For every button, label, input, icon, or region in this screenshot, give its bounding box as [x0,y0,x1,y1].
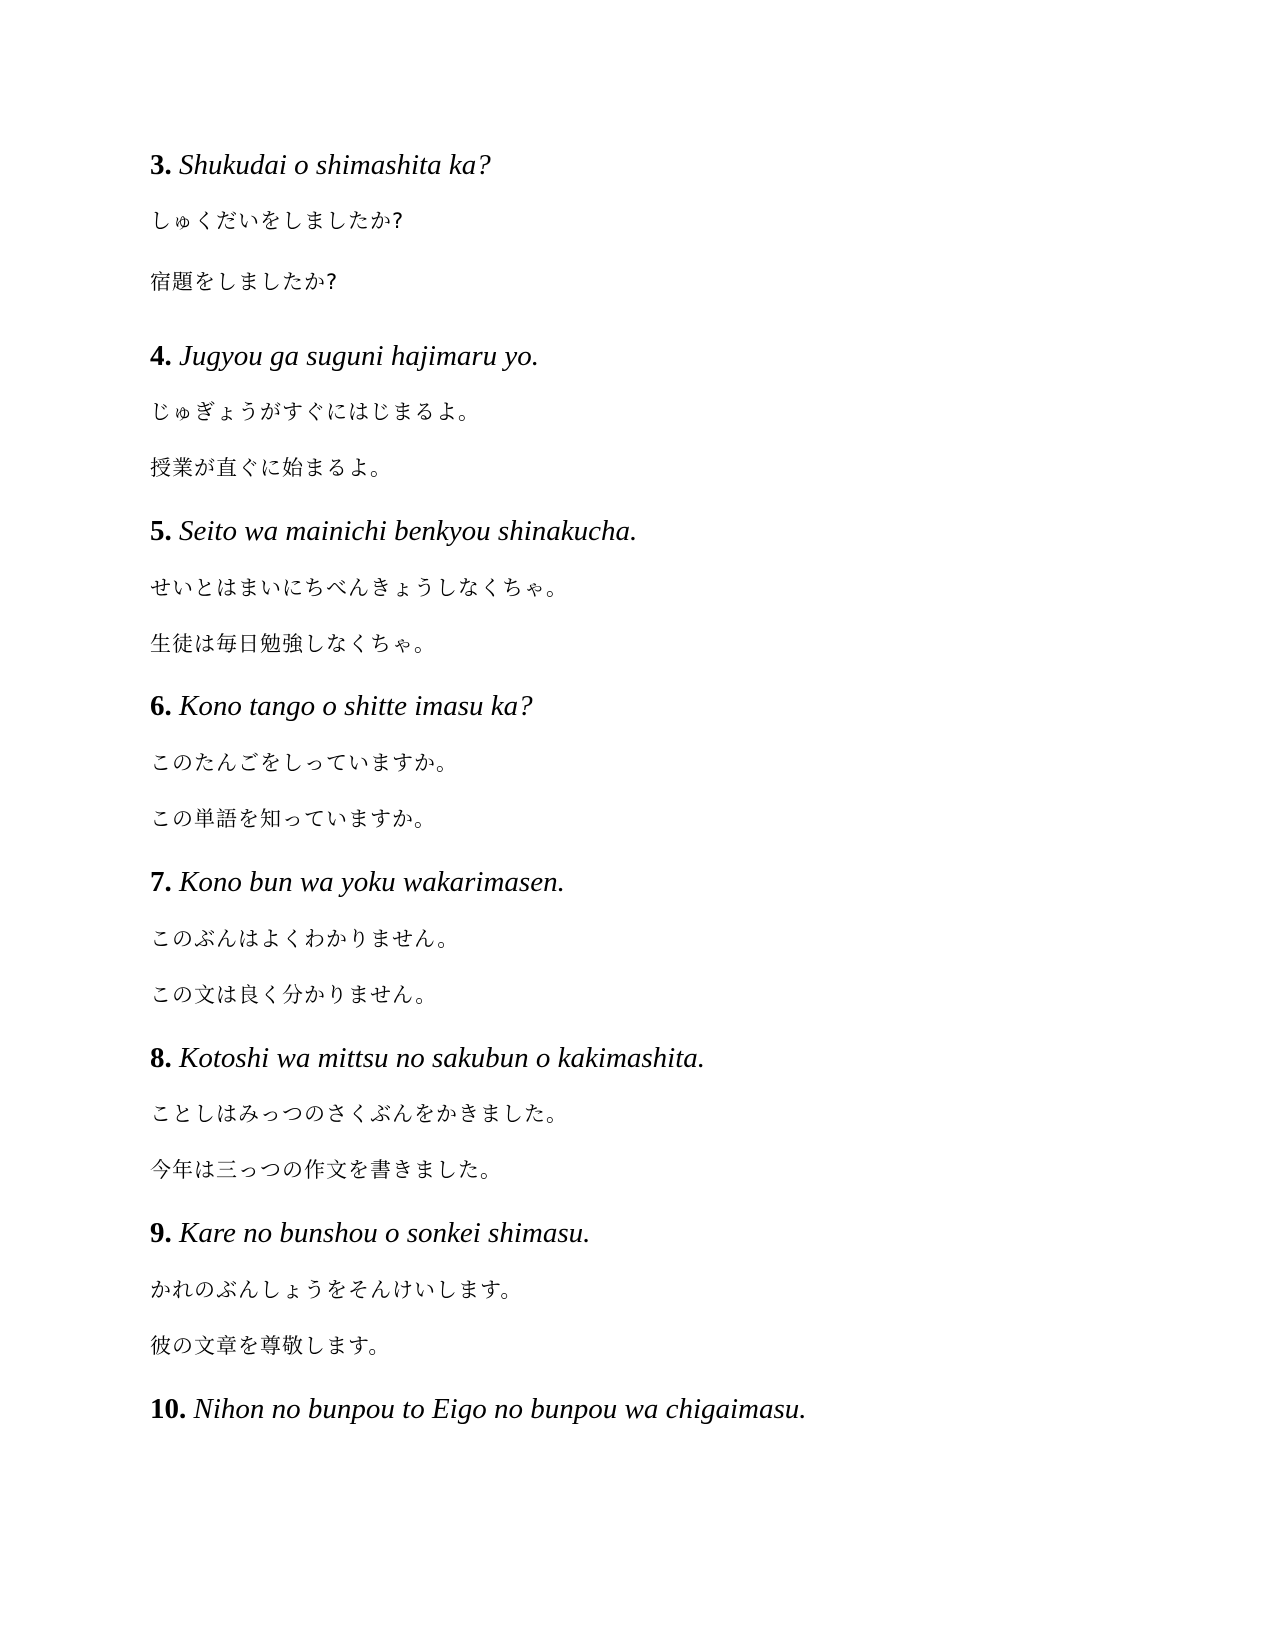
sentence-kana: せいとはまいにちべんきょうしなくちゃ。 [150,576,568,600]
sentence-number: 6. [150,690,172,722]
sentence-number: 7. [150,866,172,898]
sentence-kana: このたんごをしっていますか。 [150,751,458,775]
sentence-romaji-text: Shukudai o shimashita ka? [179,149,491,181]
sentence-kana: じゅぎょうがすぐにはじまるよ。 [150,400,480,424]
sentence-number: 4. [150,340,172,372]
sentence-romaji-text: Seito wa mainichi benkyou shinakucha. [179,515,638,547]
sentence-romaji [150,1041,705,1075]
sentence-kana: ことしはみっつのさくぶんをかきました。 [150,1102,568,1126]
sentence-romaji [150,148,491,182]
sentence-number: 10. [150,1393,187,1425]
sentence-romaji-text: Kare no bunshou o sonkei shimasu. [179,1217,591,1249]
sentence-romaji-text: Kotoshi wa mittsu no sakubun o kakimashita. [179,1042,706,1074]
sentence-romaji-text: Jugyou ga suguni hajimaru yo. [179,340,540,372]
sentence-number: 9. [150,1217,172,1249]
sentence-kanji: 彼の文章を尊敬します。 [150,1334,391,1358]
sentence-kanji: この単語を知っていますか。 [150,807,436,831]
sentence-romaji-text: Kono tango o shitte imasu ka? [179,690,533,722]
sentence-romaji [150,1216,590,1250]
sentence-number: 8. [150,1042,172,1074]
sentence-romaji [150,1392,807,1426]
sentence-romaji [150,514,637,548]
sentence-kana: かれのぶんしょうをそんけいします。 [150,1278,523,1302]
sentence-romaji-text: Nihon no bunpou to Eigo no bunpou wa chigaimasu. [193,1393,807,1425]
sentence-kanji: 授業が直ぐに始まるよ。 [150,456,392,480]
sentence-kana: しゅくだいをしましたか? [150,209,405,233]
sentence-kana: このぶんはよくわかりません。 [150,927,460,951]
sentence-romaji [150,689,533,723]
sentence-romaji [150,339,539,373]
sentence-kanji: 宿題をしましたか? [150,270,339,294]
sentence-kanji: この文は良く分かりません。 [150,983,438,1007]
sentence-number: 5. [150,515,172,547]
sentence-romaji [150,865,565,899]
sentence-romaji-text: Kono bun wa yoku wakarimasen. [179,866,565,898]
sentence-kanji: 生徒は毎日勉強しなくちゃ。 [150,632,436,656]
sentence-number: 3. [150,149,172,181]
sentence-kanji: 今年は三っつの作文を書きました。 [150,1158,502,1182]
